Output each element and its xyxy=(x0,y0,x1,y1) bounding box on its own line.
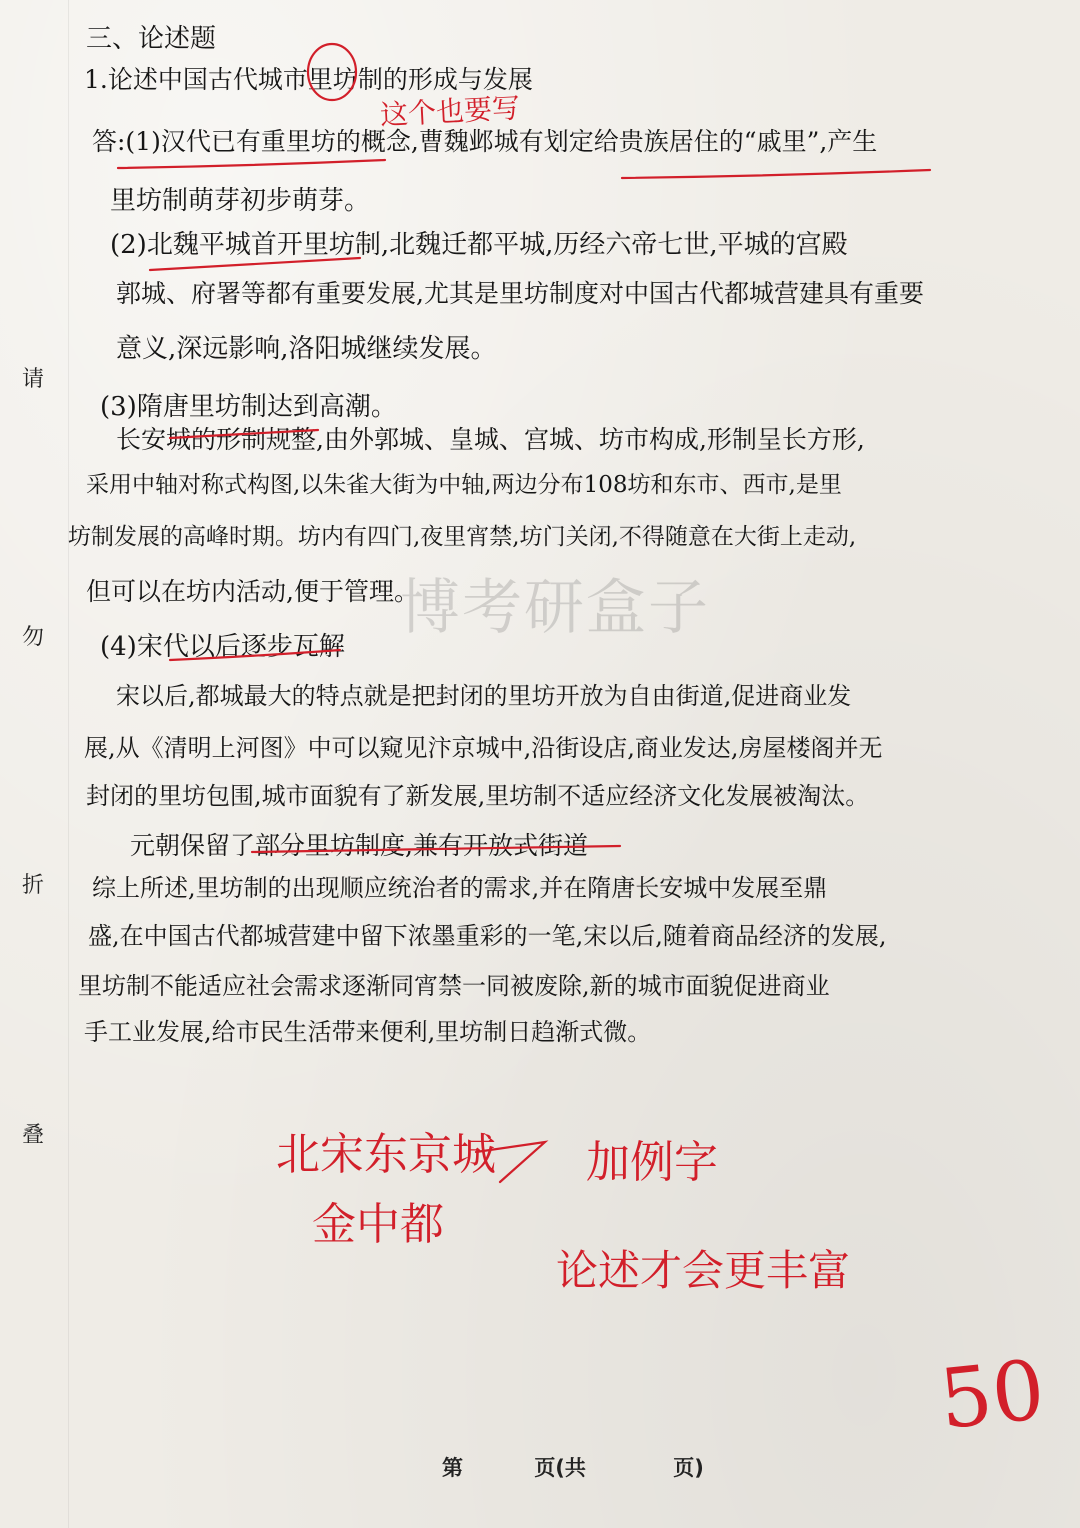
answer-line: 意义,深远影响,洛阳城继续发展。 xyxy=(116,334,497,364)
score-mark: 50 xyxy=(935,1342,1050,1449)
answer-line: 里坊制萌芽初步萌芽。 xyxy=(110,186,371,216)
answer-line: (2)北魏平城首开里坊制,北魏迁都平城,历经六帝七世,平城的宫殿 xyxy=(110,230,848,260)
answer-line: 宋以后,都城最大的特点就是把封闭的里坊开放为自由街道,促进商业发 xyxy=(116,682,852,710)
answer-line: (4)宋代以后逐步瓦解 xyxy=(100,632,345,662)
side-label: 叠 xyxy=(22,1123,45,1148)
footer-part: 页) xyxy=(673,1456,704,1480)
section-heading: 三、论述题 xyxy=(86,24,217,54)
watermark: 博考研盒子 xyxy=(400,573,710,643)
answer-line: 里坊制不能适应社会需求逐渐同宵禁一同被废除,新的城市面貌促进商业 xyxy=(78,972,830,1000)
side-label: 折 xyxy=(22,873,45,898)
bottom-note: 北宋东京城 xyxy=(276,1129,496,1180)
question-title: 1.论述中国古代城市里坊制的形成与发展 xyxy=(84,65,533,94)
answer-line: 坊制发展的高峰时期。坊内有四门,夜里宵禁,坊门关闭,不得随意在大街上走动, xyxy=(68,524,857,550)
underline xyxy=(118,160,385,168)
answer-line: 但可以在坊内活动,便于管理。 xyxy=(86,577,419,606)
bottom-note: 论述才会更丰富 xyxy=(556,1246,851,1295)
answer-line: 盛,在中国古代都城营建中留下浓墨重彩的一笔,宋以后,随着商品经济的发展, xyxy=(88,922,887,950)
bottom-note: 加例字 xyxy=(586,1137,718,1188)
footer-part: 页(共 xyxy=(534,1456,586,1480)
answer-line: 综上所述,里坊制的出现顺应统治者的需求,并在隋唐长安城中发展至鼎 xyxy=(92,874,828,902)
page-footer xyxy=(442,1452,704,1482)
answer-line: 采用中轴对称式构图,以朱雀大街为中轴,两边分布108坊和东市、西市,是里 xyxy=(86,472,842,498)
margin-note: 这个也要写 xyxy=(379,91,521,132)
margin-line xyxy=(68,0,69,1528)
side-label: 勿 xyxy=(22,625,45,650)
answer-line: 答:(1)汉代已有重里坊的概念,曹魏邺城有划定给贵族居住的“戚里”,产生 xyxy=(92,127,878,156)
underline xyxy=(622,170,930,178)
footer-part: 第 xyxy=(442,1456,463,1480)
answer-line: (3)隋唐里坊制达到高潮。 xyxy=(100,392,397,422)
bottom-note: 金中都 xyxy=(312,1199,444,1250)
answer-line: 长安城的形制规整,由外郭城、皇城、宫城、坊市构成,形制呈长方形, xyxy=(116,425,865,454)
answer-line: 封闭的里坊包围,城市面貌有了新发展,里坊制不适应经济文化发展被淘汰。 xyxy=(86,782,870,810)
answer-line: 展,从《清明上河图》中可以窥见汴京城中,沿街设店,商业发达,房屋楼阁并无 xyxy=(84,734,883,762)
answer-line: 元朝保留了部分里坊制度,兼有开放式街道 xyxy=(130,831,588,860)
answer-line: 手工业发展,给市民生活带来便利,里坊制日趋渐式微。 xyxy=(84,1018,652,1046)
answer-line: 郭城、府署等都有重要发展,尤其是里坊制度对中国古代都城营建具有重要 xyxy=(116,279,924,308)
side-label: 请 xyxy=(22,367,45,392)
